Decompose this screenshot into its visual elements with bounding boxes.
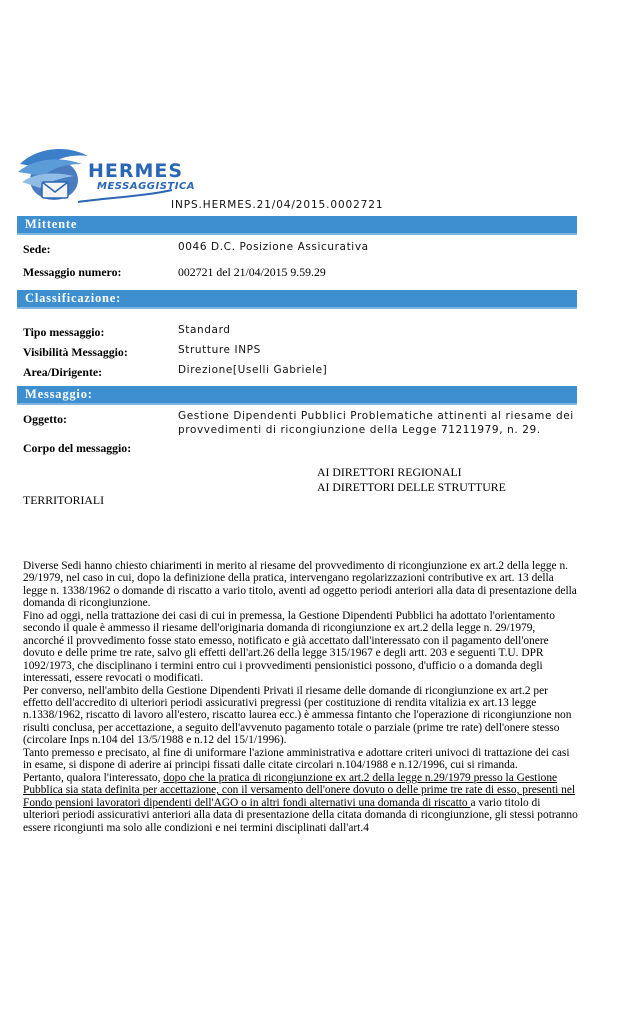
body-paragraph-5 [23,772,579,834]
body-p5-underlined: dopo che la pratica di ricongiunzione ex art.2 della legge n.29/1979 presso la Gestione Pubblica sia stata definita per accettazione, con il versamento dell'onere dovuto o delle prime tre rate di esso, presenti nel Fondo pensioni lavoratori dipendenti dell'AGO o in altri fondi alternativi una domanda di riscatto [23,771,576,809]
body-paragraph-4: Tanto premesso e precisato, al fine di uniformare l'azione amministrativa e adottare criteri univoci di trattazione dei casi in esame, si dispone di aderire ai principi fissati dalle citate circolari n.104/1988 e n.12/1996, cui si rimanda. [23,746,570,772]
protocol-number: INPS.HERMES.21/04/2015.0002721 [171,199,384,211]
messaggio-header-bar [17,386,577,405]
oggetto-line-1: Gestione Dipendenti Pubblici Problematiche attinenti al riesame dei [178,410,574,422]
message-body [23,560,579,834]
classificazione-header: Classificazione: [25,291,122,305]
body-paragraph-2: Fino ad oggi, nella trattazione dei casi di cui in premessa, la Gestione Dipendenti Pubblici ha adottato l'orientamento secondo il quale è ammesso il riesame dell'originaria domanda di ricongiunzione ex art.2 della legge n. 29/1979, ancorché il provvedimento fosse stato emesso, notificato e già accettato dall'interessato con il pagamento dell'onere dovuto e delle prime tre rate, salvo gli effetti dell'art.26 della legge 315/1967 e degli artt. 203 e seguenti T.U. DPR 1092/1973, che disciplinano i termini entro cui i provvedimenti pensionistici possono, d'ufficio o a domanda degli interessati, essere revocati o modificati. [23,609,555,685]
body-paragraph-1: Diverse Sedi hanno chiesto chiarimenti in merito al riesame del provvedimento di ricongiunzione ex art.2 della legge n. 29/1979, nel caso in cui, dopo la definizione della pratica, intervengano regolarizzazioni contributive ex art. 13 della legge n. 1338/1962 o domande di riscatto a vario titolo, aventi ad oggetto periodi anteriori alla data di presentazione della domanda di ricongiunzione. [23,560,577,610]
oggetto-label: Oggetto: [23,412,67,426]
visibilita-value: Strutture INPS [178,344,261,356]
recipient-line-2: AI DIRETTORI DELLE STRUTTURE [317,480,506,494]
tipo-value: Standard [178,324,231,336]
area-value: Direzione[Uselli Gabriele] [178,364,328,376]
sede-value: 0046 D.C. Posizione Assicurativa [178,241,369,253]
body-paragraph-3: Per converso, nell'ambito della Gestione Dipendenti Privati il riesame delle domande di ricongiunzione ex art.2 per effetto dell'accredito di ulteriori periodi assicurativi pregressi (per costituzione di rendita vitalizia ex art.13 legge n.1338/1962, riscatto di lavoro all'estero, riscatto laurea ecc.) è ammessa fintanto che l'operazione di ricongiunzione non risulti conclusa, per accettazione, a seguito dell'avvenuto pagamento totale o parziale (prime tre rate) dell'onere stesso (circolare Inps n.104 del 13/5/1988 e n.12 del 15/1/1996). [23,684,572,747]
oggetto-line-2: provvedimenti di ricongiunzione della Legge 71211979, n. 29. [178,424,541,436]
visibilita-label: Visibilità Messaggio: [23,345,128,359]
logo-title: HERMES [88,160,184,182]
recipient-line-1: AI DIRETTORI REGIONALI [317,465,462,479]
recipient-line-3: TERRITORIALI [23,493,105,507]
tipo-label: Tipo messaggio: [23,325,105,339]
messaggio-header: Messaggio: [25,387,93,401]
area-label: Area/Dirigente: [23,365,103,379]
numero-value: 002721 del 21/04/2015 9.59.29 [178,265,326,279]
sede-label: Sede: [23,242,51,256]
classificazione-header-bar [17,290,577,309]
mittente-header: Mittente [25,217,78,231]
body-p5-start: Pertanto, qualora l'interessato, [23,771,164,784]
numero-label: Messaggio numero: [23,265,122,279]
body-p5-end: a vario titolo di ulteriori periodi assicurativi anteriori alla data di presentazione della citata domanda di ricongiunzione, gli stessi potranno essere ricongiunti ma solo alle condizioni e nei termini disciplinati dall'art.4 [23,796,578,834]
corpo-label: Corpo del messaggio: [23,441,132,455]
mittente-header-bar [17,216,577,235]
logo-subtitle: MESSAGGISTICA [97,181,196,192]
